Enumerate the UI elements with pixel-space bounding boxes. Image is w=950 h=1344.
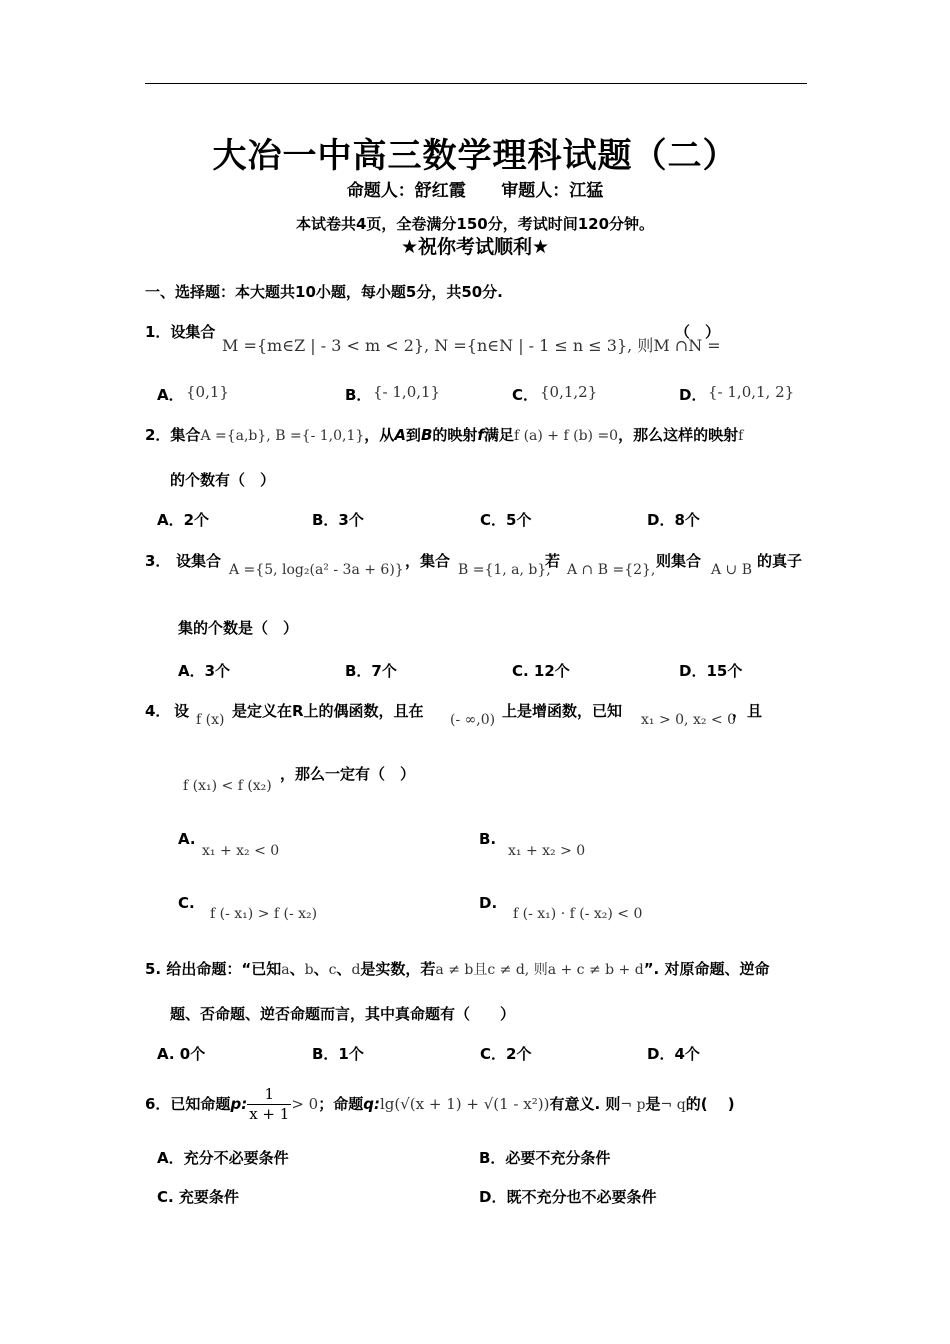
q5-option-c: C．2个 <box>480 1045 532 1063</box>
q4-interval-math: (- ∞,0) <box>450 712 496 728</box>
q6-p-label: p: <box>230 1095 248 1113</box>
q4-option-c-label: C. <box>178 894 195 912</box>
q1-option-d-label: D． <box>679 386 707 404</box>
q4-option-c-value: f (- x₁) > f (- x₂) <box>210 906 318 922</box>
q1-option-c-value: {0,1,2} <box>540 383 598 401</box>
q1-paren: （ ） <box>675 323 721 341</box>
q6-text-3: 是 <box>645 1095 661 1113</box>
q5-condition-math: a ≠ b且c ≠ d, 则a + c ≠ b + d <box>435 962 644 978</box>
q2-text-f: f <box>477 426 484 444</box>
q6-option-c: C. 充要条件 <box>157 1188 239 1206</box>
q2-text-a: A <box>394 426 406 444</box>
q5-var-b: b <box>304 962 314 978</box>
q2-f-math: f <box>738 428 744 444</box>
q4-number: 4． <box>145 702 171 720</box>
q6-option-a: A．充分不必要条件 <box>157 1149 289 1167</box>
q5-var-c: c <box>328 962 337 978</box>
q6-q-label: q: <box>363 1095 380 1113</box>
q2-text-b: B <box>420 426 433 444</box>
q4-text-3: 上是增函数，已知 <box>502 702 623 720</box>
q6-text-1: ；命题 <box>318 1095 364 1113</box>
q1-number: 1．设集合 <box>145 323 216 341</box>
q5-text-1: 是实数，若 <box>360 960 436 978</box>
q1-option-a-label: A． <box>157 386 184 404</box>
q3-union-math: A ∪ B <box>711 562 753 578</box>
q3-text-5: 的真子 <box>757 552 803 570</box>
q6-gt-zero: > 0 <box>291 1095 319 1113</box>
q4-text-4: ，且 <box>732 702 763 720</box>
q5-option-d: D．4个 <box>647 1045 700 1063</box>
q4-option-a-value: x₁ + x₂ < 0 <box>202 843 280 859</box>
q3-text-3: 若 <box>545 552 561 570</box>
q3-option-b: B．7个 <box>345 662 397 680</box>
q6-line1 <box>145 1081 735 1128</box>
exam-title: 大冶一中高三数学理科试题（二） <box>212 136 738 176</box>
q3-set-b-math: B ={1, a, b}, <box>458 562 551 578</box>
q4-option-a-label: A. <box>178 830 196 848</box>
q2-text-3: 的映射 <box>432 426 478 444</box>
q4-text-5: ，那么一定有（ ） <box>280 765 416 783</box>
q1-option-a-value: {0,1} <box>186 383 229 401</box>
q3-line2: 集的个数是（ ） <box>178 619 299 637</box>
q1-option-d-value: {- 1,0,1, 2} <box>708 383 795 401</box>
q3-text-2: ，集合 <box>405 552 451 570</box>
q6-not-q: ¬ q <box>660 1097 686 1113</box>
q5-var-a: a <box>281 962 290 978</box>
q6-option-b: B．必要不充分条件 <box>479 1149 611 1167</box>
q2-text-2: 到 <box>405 426 421 444</box>
q2-number: 2．集合 <box>145 426 201 444</box>
q1-option-b-label: B． <box>345 386 372 404</box>
q6-number: 6．已知命题 <box>145 1095 231 1113</box>
q5-sep-3: 、 <box>336 960 352 978</box>
q5-line2: 题、否命题、逆否命题而言，其中真命题有（ ） <box>170 1005 516 1023</box>
q2-line2: 的个数有（ ） <box>170 471 276 489</box>
q6-fraction-denominator: x + 1 <box>249 1105 290 1123</box>
exam-info: 本试卷共4页，全卷满分150分，考试时间120分钟。 <box>295 215 655 233</box>
q2-condition-math: f (a) + f (b) =0 <box>513 428 619 444</box>
q4-option-b-value: x₁ + x₂ > 0 <box>508 843 586 859</box>
q3-set-a-math: A ={5, log₂(a² - 3a + 6)} <box>229 562 404 578</box>
q5-text-2: ”. 对原命题、逆命 <box>643 960 770 978</box>
q6-log-math: lg(√(x + 1) + √(1 - x²)) <box>379 1095 550 1113</box>
q4-condition-math: x₁ > 0, x₂ < 0 <box>641 712 736 728</box>
good-luck-line: ★祝你考试顺利★ <box>400 236 550 258</box>
q2-option-a: A．2个 <box>157 511 210 529</box>
q6-not-p: ¬ p <box>620 1097 646 1113</box>
header-rule <box>145 83 807 84</box>
q3-intersection-math: A ∩ B ={2}, <box>567 562 656 578</box>
q2-text-1: ，从 <box>364 426 395 444</box>
q4-fx-math: f (x) <box>196 712 225 728</box>
q4-inequality-math: f (x₁) < f (x₂) <box>183 778 272 794</box>
q2-sets-math: A ={a,b}, B ={- 1,0,1} <box>200 428 365 444</box>
section-heading: 一、选择题：本大题共10小题，每小题5分，共50分. <box>145 283 503 301</box>
q4-option-d-value: f (- x₁) · f (- x₂) < 0 <box>513 906 643 922</box>
q2-option-d: D．8个 <box>647 511 700 529</box>
q3-text-4: 则集合 <box>656 552 702 570</box>
q3-text-1: 设集合 <box>176 552 222 570</box>
q2-line1 <box>145 424 743 445</box>
q5-option-b: B．1个 <box>312 1045 364 1063</box>
q6-fraction <box>247 1085 291 1124</box>
q3-option-c: C. 12个 <box>512 662 570 680</box>
q2-text-5: ，那么这样的映射 <box>618 426 739 444</box>
q6-text-2: 有意义. 则 <box>549 1095 621 1113</box>
q4-option-d-label: D. <box>479 894 498 912</box>
q6-option-d: D．既不充分也不必要条件 <box>479 1188 657 1206</box>
authors-line: 命题人：舒红霞 审题人：江猛 <box>346 181 604 201</box>
q4-text-2: 是定义在R上的偶函数，且在 <box>232 702 424 720</box>
q3-option-a: A．3个 <box>178 662 231 680</box>
q1-math: M ={m∈Z | - 3 < m < 2}, N ={n∈N | - 1 ≤ n ≤ 3}, 则M ∩N = <box>222 336 721 355</box>
q4-text-1: 设 <box>174 702 190 720</box>
q5-number: 5. 给出命题：“已知 <box>145 960 282 978</box>
q2-option-c: C．5个 <box>480 511 532 529</box>
q3-number: 3． <box>145 552 171 570</box>
q3-option-d: D．15个 <box>679 662 743 680</box>
q1-option-b-value: {- 1,0,1} <box>373 383 441 401</box>
q5-option-a: A. 0个 <box>157 1045 206 1063</box>
q2-text-4: 满足 <box>483 426 514 444</box>
q2-option-b: B．3个 <box>312 511 364 529</box>
q5-var-d: d <box>351 962 361 978</box>
q5-sep-2: 、 <box>313 960 329 978</box>
q1-option-c-label: C． <box>512 386 539 404</box>
q4-option-b-label: B. <box>479 830 497 848</box>
q6-text-4: 的( ) <box>685 1095 735 1113</box>
q5-sep-1: 、 <box>289 960 305 978</box>
q6-fraction-numerator: 1 <box>247 1085 291 1105</box>
q5-line1 <box>145 958 769 979</box>
